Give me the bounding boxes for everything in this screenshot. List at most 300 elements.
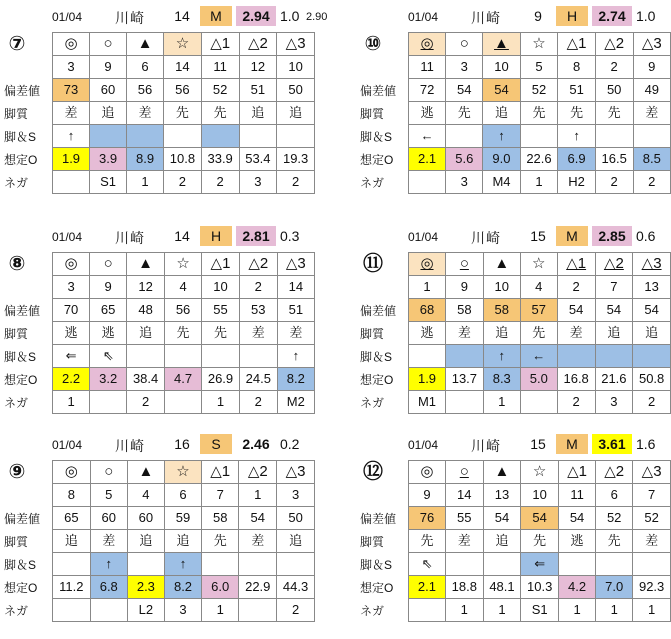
grid-row-horses xyxy=(53,484,315,507)
running-style-cell: 追 xyxy=(483,102,520,125)
negative-cell: 2 xyxy=(595,171,633,194)
leg-speed-cell xyxy=(633,125,670,148)
race-grade: M xyxy=(200,6,232,26)
prediction-grid xyxy=(52,252,315,414)
race-odds-diff: 0.2 xyxy=(280,436,300,452)
race-extra-value: 2.90 xyxy=(306,11,328,23)
row-label: 偏差値 xyxy=(4,84,41,98)
row-label: 想定O xyxy=(4,581,38,595)
negative-cell: 2 xyxy=(201,171,239,194)
expected-odds-cell: 19.3 xyxy=(277,148,315,171)
leg-speed-cell xyxy=(446,125,483,148)
race-grade: M xyxy=(556,226,588,246)
expected-odds-cell: 33.9 xyxy=(201,148,239,171)
leg-speed-cell xyxy=(277,553,315,576)
horse-number-cell: 6 xyxy=(127,56,164,79)
expected-odds-cell: 3.2 xyxy=(90,368,127,391)
negative-cell: 3 xyxy=(595,391,633,414)
negative-cell xyxy=(53,171,90,194)
row-label: 偏差値 xyxy=(360,304,397,318)
grid-row-horses xyxy=(53,56,315,79)
race-odds-diff: 1.6 xyxy=(636,436,656,452)
expected-odds-cell: 5.0 xyxy=(520,368,557,391)
horse-number-cell: 6 xyxy=(596,484,633,507)
horse-number-cell: 9 xyxy=(90,276,127,299)
row-label: 偏差値 xyxy=(4,304,41,318)
grid-row-style xyxy=(53,322,315,345)
grid-row-odds_row xyxy=(409,368,671,391)
leg-speed-cell: ↑ xyxy=(53,125,90,148)
mark-cell: △3 xyxy=(277,253,314,276)
mark-cell: △2 xyxy=(239,253,277,276)
grid-row-dev xyxy=(53,299,315,322)
leg-speed-cell: ↑ xyxy=(483,345,520,368)
expected-odds-cell: 6.9 xyxy=(558,148,595,171)
expected-odds-cell: 10.8 xyxy=(164,148,202,171)
negative-cell xyxy=(239,599,277,622)
row-label: 脚＆S xyxy=(360,558,393,572)
expected-odds-cell: 8.9 xyxy=(127,148,164,171)
row-labels xyxy=(360,80,396,195)
expected-odds-cell: 24.5 xyxy=(239,368,277,391)
mark-cell: ☆ xyxy=(164,33,202,56)
grid-row-dev xyxy=(409,79,671,102)
race-top-odds: 3.61 xyxy=(592,434,632,454)
mark-cell: ○ xyxy=(90,253,127,276)
mark-cell: ▲ xyxy=(127,461,164,484)
grid-row-nega xyxy=(53,599,315,622)
running-style-cell: 差 xyxy=(445,530,483,553)
leg-speed-cell xyxy=(239,125,277,148)
row-labels xyxy=(4,80,40,195)
negative-cell: 2 xyxy=(633,171,670,194)
grid-row-nega xyxy=(53,391,315,414)
row-label: 脚質 xyxy=(4,535,29,549)
mark-cell: ▲ xyxy=(483,253,520,276)
race-odds-diff: 0.3 xyxy=(280,228,300,244)
deviation-cell: 72 xyxy=(409,79,446,102)
negative-cell: 1 xyxy=(633,599,671,622)
running-style-cell: 逃 xyxy=(90,322,127,345)
expected-odds-cell: 4.7 xyxy=(165,368,202,391)
race-number: ⑨ xyxy=(6,461,28,483)
horse-number-cell: 3 xyxy=(277,484,315,507)
horse-number-cell: 11 xyxy=(409,56,446,79)
horse-number-cell: 7 xyxy=(595,276,633,299)
leg-speed-cell xyxy=(202,553,239,576)
prediction-grid xyxy=(52,460,315,622)
horse-number-cell: 14 xyxy=(164,56,202,79)
leg-speed-cell xyxy=(90,125,127,148)
deviation-cell: 51 xyxy=(239,79,277,102)
expected-odds-cell: 8.2 xyxy=(164,576,201,599)
row-label: 脚＆S xyxy=(4,350,37,364)
expected-odds-cell: 48.1 xyxy=(483,576,521,599)
grid-row-leg xyxy=(53,345,315,368)
grid-row-style xyxy=(53,530,315,553)
deviation-cell: 60 xyxy=(127,507,164,530)
deviation-cell: 51 xyxy=(277,299,314,322)
negative-cell: 3 xyxy=(446,171,483,194)
race-number: ⑧ xyxy=(6,253,28,275)
horse-number-cell: 12 xyxy=(127,276,165,299)
race-date: 01/04 xyxy=(52,10,83,24)
mark-cell: △3 xyxy=(633,33,670,56)
row-label: 脚＆S xyxy=(360,130,393,144)
expected-odds-cell: 7.0 xyxy=(596,576,633,599)
horse-number-cell: 4 xyxy=(127,484,164,507)
race-course: 川崎 xyxy=(115,438,145,454)
expected-odds-cell: 4.2 xyxy=(559,576,596,599)
leg-speed-cell xyxy=(595,345,633,368)
horse-number-cell: 9 xyxy=(90,56,127,79)
grid-row-horses xyxy=(409,484,671,507)
race-entries: 14 xyxy=(174,8,190,24)
running-style-cell: 先 xyxy=(521,530,559,553)
row-label: ネガ xyxy=(360,176,385,190)
negative-cell xyxy=(409,171,446,194)
leg-speed-cell: ← xyxy=(409,125,446,148)
deviation-cell: 57 xyxy=(520,299,557,322)
mark-cell: △3 xyxy=(633,461,671,484)
negative-cell: 1 xyxy=(445,599,483,622)
mark-cell: ☆ xyxy=(521,461,559,484)
row-label: 想定O xyxy=(4,373,38,387)
deviation-cell: 52 xyxy=(201,79,239,102)
race-date: 01/04 xyxy=(408,10,439,24)
deviation-cell: 55 xyxy=(445,507,483,530)
horse-number-cell: 13 xyxy=(483,484,521,507)
grid-row-marks xyxy=(409,461,671,484)
race-date: 01/04 xyxy=(52,230,83,244)
expected-odds-cell: 3.9 xyxy=(90,148,127,171)
race-entries: 16 xyxy=(174,436,190,452)
row-label: 想定O xyxy=(360,153,394,167)
horse-number-cell: 3 xyxy=(446,56,483,79)
race-course: 川崎 xyxy=(471,438,501,454)
race-number: ⑫ xyxy=(363,461,383,483)
deviation-cell: 56 xyxy=(165,299,202,322)
race-course: 川崎 xyxy=(471,10,501,26)
running-style-cell: 追 xyxy=(127,322,165,345)
leg-speed-cell: ↑ xyxy=(483,125,520,148)
horse-number-cell: 7 xyxy=(633,484,671,507)
row-label: 想定O xyxy=(360,373,394,387)
grid-row-nega xyxy=(409,599,671,622)
leg-speed-cell: ↑ xyxy=(558,125,595,148)
running-style-cell: 逃 xyxy=(53,322,90,345)
row-label: ネガ xyxy=(4,176,29,190)
race-grade: S xyxy=(200,434,232,454)
mark-cell: △3 xyxy=(277,461,315,484)
running-style-cell: 追 xyxy=(127,530,164,553)
horse-number-cell: 9 xyxy=(446,276,484,299)
grid-row-odds_row xyxy=(53,368,315,391)
race-top-odds: 2.94 xyxy=(236,6,276,26)
expected-odds-cell: 38.4 xyxy=(127,368,165,391)
deviation-cell: 60 xyxy=(90,507,127,530)
mark-cell: ☆ xyxy=(520,253,557,276)
horse-number-cell: 5 xyxy=(520,56,558,79)
deviation-cell: 54 xyxy=(521,507,559,530)
race-odds-diff: 1.0 xyxy=(636,8,656,24)
deviation-cell: 65 xyxy=(53,507,91,530)
leg-speed-cell xyxy=(633,553,671,576)
mark-cell: ▲ xyxy=(127,33,164,56)
leg-speed-cell xyxy=(164,125,202,148)
leg-speed-cell xyxy=(202,345,240,368)
horse-number-cell: 2 xyxy=(595,56,633,79)
grid-row-leg xyxy=(53,553,315,576)
deviation-cell: 54 xyxy=(446,79,483,102)
race-date: 01/04 xyxy=(408,230,439,244)
leg-speed-cell xyxy=(127,125,164,148)
deviation-cell: 54 xyxy=(633,299,671,322)
deviation-cell: 58 xyxy=(202,507,239,530)
deviation-cell: 56 xyxy=(164,79,202,102)
mark-cell: ▲ xyxy=(483,461,521,484)
leg-speed-cell xyxy=(277,125,315,148)
deviation-cell: 52 xyxy=(520,79,558,102)
negative-cell: 2 xyxy=(557,391,595,414)
mark-cell: ○ xyxy=(446,33,483,56)
running-style-cell: 先 xyxy=(446,102,483,125)
grid-row-leg xyxy=(409,345,671,368)
negative-cell: H2 xyxy=(558,171,595,194)
grid-row-odds_row xyxy=(53,148,315,171)
running-style-cell: 差 xyxy=(277,322,314,345)
leg-speed-cell xyxy=(595,125,633,148)
horse-number-cell: 8 xyxy=(558,56,595,79)
expected-odds-cell: 92.3 xyxy=(633,576,671,599)
row-label: 脚＆S xyxy=(360,350,393,364)
race-date: 01/04 xyxy=(52,438,83,452)
race-entries: 15 xyxy=(530,228,546,244)
horse-number-cell: 11 xyxy=(559,484,596,507)
mark-cell: ▲ xyxy=(483,33,520,56)
horse-number-cell: 10 xyxy=(483,276,520,299)
leg-speed-cell xyxy=(409,345,446,368)
negative-cell xyxy=(165,391,202,414)
horse-number-cell: 9 xyxy=(409,484,446,507)
running-style-cell: 先 xyxy=(201,102,239,125)
race-top-odds: 2.46 xyxy=(242,436,270,452)
deviation-cell: 50 xyxy=(277,79,315,102)
prediction-grid xyxy=(408,252,671,414)
grid-row-leg xyxy=(409,125,671,148)
row-label: 偏差値 xyxy=(4,512,41,526)
deviation-cell: 76 xyxy=(409,507,446,530)
expected-odds-cell: 9.0 xyxy=(483,148,520,171)
running-style-cell: 差 xyxy=(90,530,127,553)
running-style-cell: 先 xyxy=(596,530,633,553)
mark-cell: △1 xyxy=(558,33,595,56)
expected-odds-cell: 5.6 xyxy=(446,148,483,171)
row-labels xyxy=(360,300,396,415)
deviation-cell: 52 xyxy=(596,507,633,530)
grid-row-horses xyxy=(409,276,671,299)
mark-cell: ◎ xyxy=(409,33,446,56)
negative-cell: 2 xyxy=(277,171,315,194)
negative-cell xyxy=(90,599,127,622)
deviation-cell: 51 xyxy=(558,79,595,102)
negative-cell: L2 xyxy=(127,599,164,622)
expected-odds-cell: 53.4 xyxy=(239,148,277,171)
grid-row-marks xyxy=(53,253,315,276)
horse-number-cell: 11 xyxy=(201,56,239,79)
negative-cell: 2 xyxy=(277,599,315,622)
horse-number-cell: 4 xyxy=(520,276,557,299)
grid-row-marks xyxy=(53,33,315,56)
negative-cell xyxy=(409,599,446,622)
expected-odds-cell: 11.2 xyxy=(53,576,91,599)
running-style-cell: 追 xyxy=(483,530,521,553)
horse-number-cell: 10 xyxy=(521,484,559,507)
horse-number-cell: 13 xyxy=(633,276,671,299)
grid-row-nega xyxy=(409,391,671,414)
row-labels xyxy=(4,508,40,623)
deviation-cell: 54 xyxy=(239,507,277,530)
horse-number-cell: 5 xyxy=(90,484,127,507)
mark-cell: △1 xyxy=(559,461,596,484)
deviation-cell: 58 xyxy=(483,299,520,322)
deviation-cell: 54 xyxy=(483,507,521,530)
row-label: ネガ xyxy=(4,396,29,410)
row-label: 脚質 xyxy=(4,107,29,121)
expected-odds-cell: 50.8 xyxy=(633,368,671,391)
negative-cell: 1 xyxy=(202,599,239,622)
horse-number-cell: 3 xyxy=(53,56,90,79)
row-label: 脚＆S xyxy=(4,558,37,572)
negative-cell: 2 xyxy=(633,391,671,414)
leg-speed-cell xyxy=(239,553,277,576)
running-style-cell: 差 xyxy=(127,102,164,125)
race-number: ⑪ xyxy=(363,253,383,275)
grid-row-marks xyxy=(409,253,671,276)
prediction-grid xyxy=(408,460,671,622)
mark-cell: ☆ xyxy=(520,33,558,56)
grid-row-odds_row xyxy=(409,576,671,599)
deviation-cell: 59 xyxy=(164,507,201,530)
running-style-cell: 差 xyxy=(557,322,595,345)
leg-speed-cell xyxy=(596,553,633,576)
horse-number-cell: 10 xyxy=(202,276,240,299)
running-style-cell: 逃 xyxy=(409,102,446,125)
row-label: 脚質 xyxy=(360,107,385,121)
running-style-cell: 追 xyxy=(164,530,201,553)
negative-cell: 2 xyxy=(127,391,165,414)
race-panel-10 xyxy=(356,0,671,205)
horse-number-cell: 2 xyxy=(557,276,595,299)
leg-speed-cell: ⇐ xyxy=(53,345,90,368)
grid-row-horses xyxy=(53,276,315,299)
race-panel-11 xyxy=(356,220,671,425)
negative-cell: 1 xyxy=(559,599,596,622)
horse-number-cell: 10 xyxy=(483,56,520,79)
running-style-cell: 追 xyxy=(277,102,315,125)
mark-cell: ○ xyxy=(446,253,484,276)
deviation-cell: 54 xyxy=(559,507,596,530)
horse-number-cell: 3 xyxy=(53,276,90,299)
race-grade: H xyxy=(556,6,588,26)
horse-number-cell: 9 xyxy=(633,56,670,79)
running-style-cell: 先 xyxy=(558,102,595,125)
leg-speed-cell: ⇐ xyxy=(521,553,559,576)
row-label: 脚質 xyxy=(4,327,29,341)
grid-row-odds_row xyxy=(409,148,671,171)
horse-number-cell: 14 xyxy=(445,484,483,507)
deviation-cell: 56 xyxy=(127,79,164,102)
grid-row-style xyxy=(409,102,671,125)
expected-odds-cell: 22.9 xyxy=(239,576,277,599)
negative-cell: 1 xyxy=(596,599,633,622)
row-label: 想定O xyxy=(360,581,394,595)
running-style-cell: 逃 xyxy=(409,322,446,345)
mark-cell: ○ xyxy=(90,461,127,484)
running-style-cell: 差 xyxy=(633,102,670,125)
running-style-cell: 差 xyxy=(239,530,277,553)
mark-cell: ◎ xyxy=(409,253,446,276)
deviation-cell: 50 xyxy=(595,79,633,102)
running-style-cell: 先 xyxy=(164,102,202,125)
running-style-cell: 逃 xyxy=(559,530,596,553)
mark-cell: ◎ xyxy=(53,461,91,484)
deviation-cell: 68 xyxy=(409,299,446,322)
race-number: ⑦ xyxy=(6,33,28,55)
prediction-grid xyxy=(52,32,315,194)
expected-odds-cell: 8.3 xyxy=(483,368,520,391)
negative-cell: 3 xyxy=(164,599,201,622)
mark-cell: △2 xyxy=(596,461,633,484)
grid-row-marks xyxy=(409,33,671,56)
deviation-cell: 65 xyxy=(90,299,127,322)
deviation-cell: 49 xyxy=(633,79,670,102)
horse-number-cell: 1 xyxy=(409,276,446,299)
running-style-cell: 先 xyxy=(520,102,558,125)
horse-number-cell: 12 xyxy=(239,56,277,79)
horse-number-cell: 2 xyxy=(239,276,277,299)
running-style-cell: 先 xyxy=(165,322,202,345)
horse-number-cell: 7 xyxy=(202,484,239,507)
expected-odds-cell: 21.6 xyxy=(595,368,633,391)
negative-cell: 1 xyxy=(483,391,520,414)
race-panel-8 xyxy=(0,220,315,425)
expected-odds-cell: 18.8 xyxy=(445,576,483,599)
expected-odds-cell: 44.3 xyxy=(277,576,315,599)
running-style-cell: 差 xyxy=(446,322,484,345)
running-style-cell: 先 xyxy=(202,530,239,553)
row-label: 脚質 xyxy=(360,535,385,549)
race-top-odds: 2.85 xyxy=(592,226,632,246)
race-top-odds: 2.81 xyxy=(236,226,276,246)
expected-odds-cell: 22.6 xyxy=(520,148,558,171)
mark-cell: △2 xyxy=(239,33,277,56)
running-style-cell: 先 xyxy=(202,322,240,345)
grid-row-leg xyxy=(409,553,671,576)
race-panel-12 xyxy=(356,428,671,633)
expected-odds-cell: 16.8 xyxy=(557,368,595,391)
expected-odds-cell: 2.1 xyxy=(409,576,446,599)
running-style-cell: 先 xyxy=(520,322,557,345)
leg-speed-cell: ← xyxy=(520,345,557,368)
running-style-cell: 先 xyxy=(595,102,633,125)
negative-cell: M4 xyxy=(483,171,520,194)
leg-speed-cell xyxy=(165,345,202,368)
deviation-cell: 73 xyxy=(53,79,90,102)
negative-cell: S1 xyxy=(90,171,127,194)
running-style-cell: 追 xyxy=(595,322,633,345)
negative-cell: 3 xyxy=(239,171,277,194)
